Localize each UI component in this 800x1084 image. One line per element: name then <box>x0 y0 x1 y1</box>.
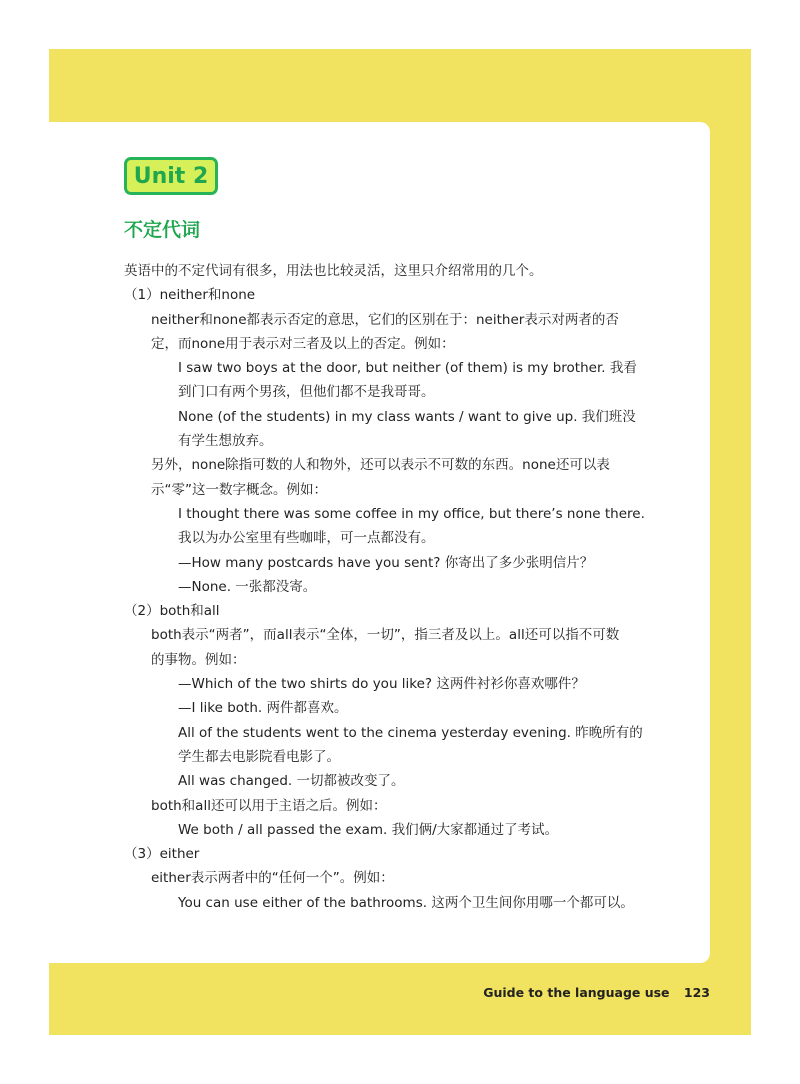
text-line: We both / all passed the exam. 我们俩/大家都通过了考试。 <box>178 821 559 838</box>
text-line: —None. 一张都没寄。 <box>178 578 317 595</box>
text-line: both表示“两者”，而all表示“全体，一切”，指三者及以上。all还可以指不可数 <box>151 627 620 644</box>
footer-book-title: Guide to the language use <box>483 985 670 1000</box>
text-line: All of the students went to the cinema yesterday evening. 昨晚所有的 <box>178 724 643 741</box>
text-line: —Which of the two shirts do you like? 这两件衬衫你喜欢哪件？ <box>178 676 585 693</box>
text-line: both和all还可以用于主语之后。例如： <box>151 797 387 814</box>
text-line: 另外，none除指可数的人和物外，还可以表示不可数的东西。none还可以表 <box>151 457 610 474</box>
text-line: I thought there was some coffee in my office, but there’s none there. <box>178 505 645 522</box>
text-line: 有学生想放弃。 <box>178 433 273 450</box>
text-line: I saw two boys at the door, but neither (of them) is my brother. 我看 <box>178 360 637 377</box>
text-line: （3）either <box>124 846 200 863</box>
unit-badge: Unit 2 <box>124 157 218 195</box>
text-line: 英语中的不定代词有很多，用法也比较灵活，这里只介绍常用的几个。 <box>124 263 543 279</box>
text-line: None (of the students) in my class wants / want to give up. 我们班没 <box>178 408 636 425</box>
text-line: 示“零”这一数字概念。例如： <box>151 481 327 498</box>
text-line: （2）both和all <box>124 603 220 620</box>
page-number: 123 <box>683 985 710 1000</box>
text-body <box>124 259 654 915</box>
page-footer <box>483 985 710 1000</box>
text-line: either表示两者中的“任何一个”。例如： <box>151 870 394 887</box>
text-line: —How many postcards have you sent? 你寄出了多少张明信片？ <box>178 554 594 571</box>
text-line: 定，而none用于表示对三者及以上的否定。例如： <box>151 335 455 352</box>
text-line: neither和none都表示否定的意思，它们的区别在于：neither表示对两者的否 <box>151 311 619 328</box>
text-line: You can use either of the bathrooms. 这两个卫生间你用哪一个都可以。 <box>178 894 634 911</box>
text-line: 学生都去电影院看电影了。 <box>178 748 340 765</box>
text-line: （1）neither和none <box>124 287 256 304</box>
text-line: All was changed. 一切都被改变了。 <box>178 773 405 790</box>
text-line: 到门口有两个男孩，但他们都不是我哥哥。 <box>178 384 435 401</box>
text-line: —I like both. 两件都喜欢。 <box>178 700 348 717</box>
section-title: 不定代词 <box>124 219 201 241</box>
text-line: 我以为办公室里有些咖啡，可一点都没有。 <box>178 530 435 547</box>
text-line: 的事物。例如： <box>151 651 246 668</box>
